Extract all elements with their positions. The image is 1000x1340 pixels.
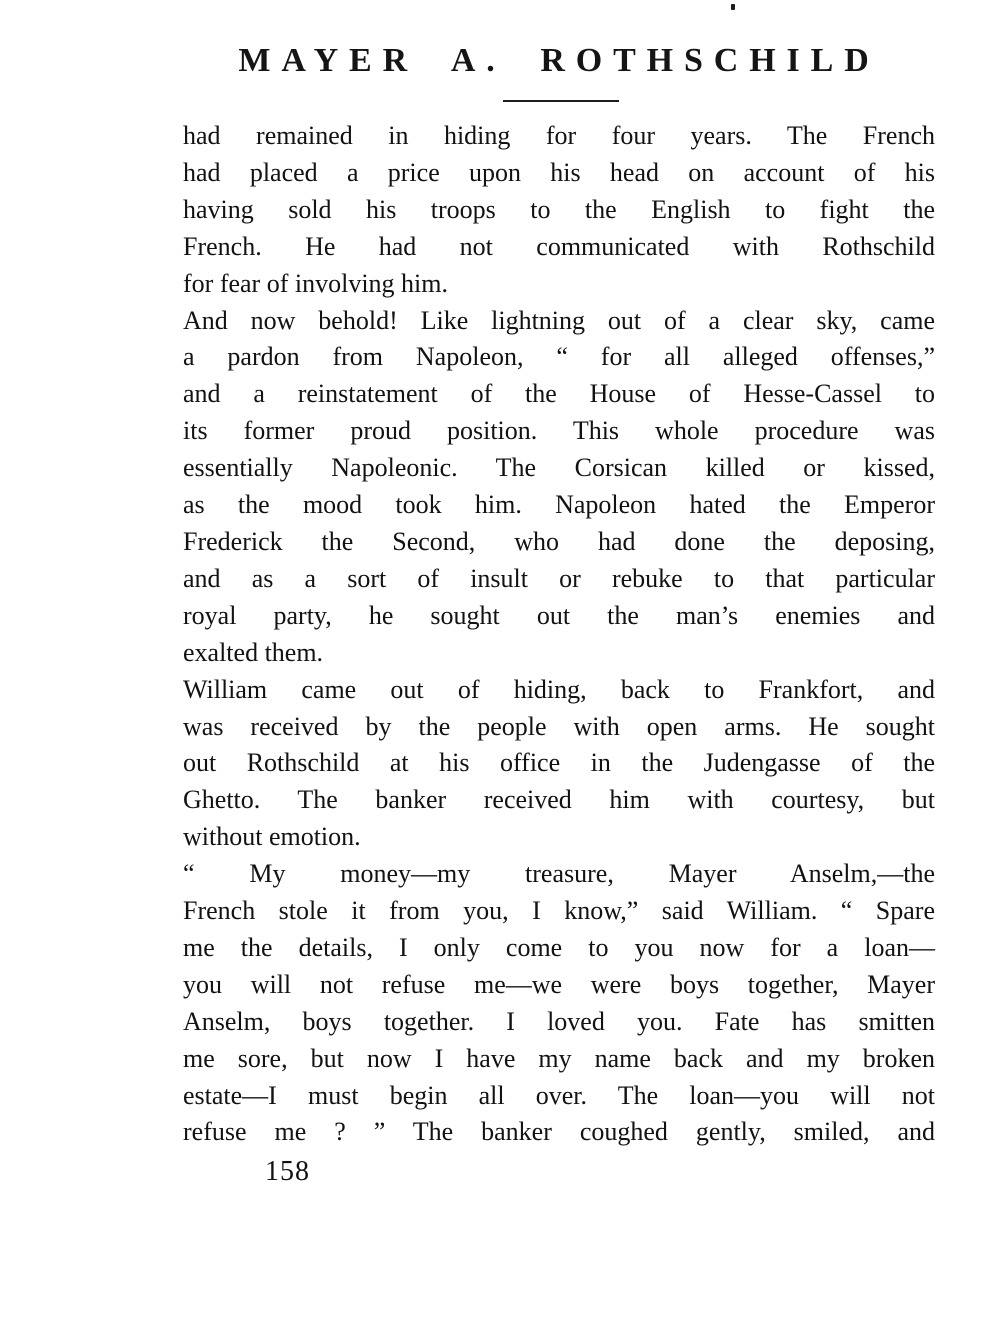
text-line: royal party, he sought out the man’s enemies and <box>183 600 935 630</box>
text-line: its former proud position. This whole procedure was <box>183 416 935 446</box>
text-line: for fear of involving him. <box>183 268 448 298</box>
text-line: French. He had not communicated with Rothschild <box>183 231 935 261</box>
text-line: had placed a price upon his head on account of his <box>183 157 935 187</box>
page-title: MAYER A. ROTHSCHILD <box>238 42 880 79</box>
text-line: having sold his troops to the English to fight the <box>183 194 935 224</box>
text-line: without emotion. <box>183 822 361 852</box>
text-line: a pardon from Napoleon, “ for all alleged offenses,” <box>183 342 935 372</box>
text-line: French stole it from you, I know,” said William. “ Spare <box>183 896 935 926</box>
page-number: 158 <box>265 1156 310 1188</box>
text-line: and a reinstatement of the House of Hesse-Cassel to <box>183 379 935 409</box>
text-line: Frederick the Second, who had done the deposing, <box>183 526 935 556</box>
text-line: exalted them. <box>183 637 324 667</box>
paragraph <box>183 303 935 672</box>
text-line: had remained in hiding for four years. The French <box>183 121 935 150</box>
text-line: was received by the people with open arms. He sought <box>183 711 935 741</box>
ink-speck-artifact <box>731 4 735 10</box>
text-line: essentially Napoleonic. The Corsican killed or kissed, <box>183 453 935 483</box>
page-body <box>183 118 935 1191</box>
text-line: “ My money—my treasure, Mayer Anselm,—the <box>183 859 935 889</box>
text-line: and as a sort of insult or rebuke to that particular <box>183 563 935 593</box>
paragraph <box>183 118 935 303</box>
text-line: as the mood took him. Napoleon hated the Emperor <box>183 490 935 520</box>
title-divider-rule <box>503 100 619 102</box>
text-line: And now behold! Like lightning out of a clear sky, came <box>183 305 935 335</box>
text-line: me sore, but now I have my name back and my broken <box>183 1043 935 1073</box>
text-line: estate—I must begin all over. The loan—you will not <box>183 1080 935 1110</box>
text-line: Anselm, boys together. I loved you. Fate has smitten <box>183 1006 935 1036</box>
text-line: me the details, I only come to you now for a loan— <box>183 932 935 962</box>
text-line: you will not refuse me—we were boys together, Mayer <box>183 969 935 999</box>
text-line: Ghetto. The banker received him with courtesy, but <box>183 785 935 815</box>
text-line: refuse me ? ” The banker coughed gently, smiled, and <box>183 1117 935 1147</box>
text-line: out Rothschild at his office in the Judengasse of the <box>183 748 935 778</box>
paragraph <box>183 856 935 1151</box>
paragraph <box>183 672 935 857</box>
text-line: William came out of hiding, back to Frankfort, and <box>183 674 935 704</box>
